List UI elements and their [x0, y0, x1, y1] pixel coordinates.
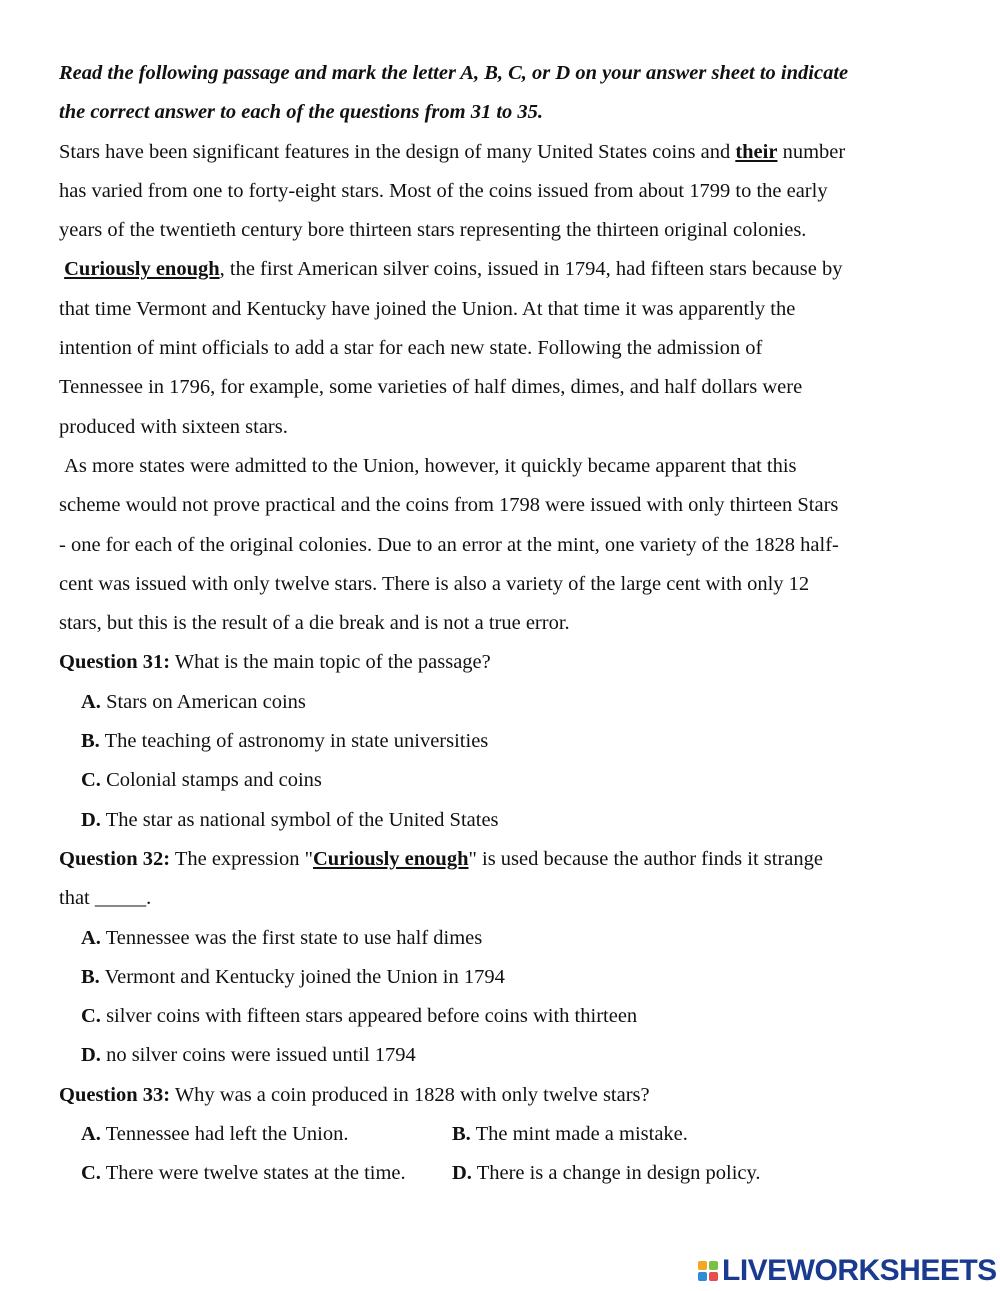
option-letter: A. — [81, 690, 101, 713]
passage-text: As more states were admitted to the Union, however, it quickly became apparent that this — [64, 454, 797, 477]
q33-option-c[interactable] — [81, 1162, 406, 1184]
logo-square — [709, 1272, 718, 1281]
logo-square — [698, 1261, 707, 1270]
passage-line-9 — [59, 447, 949, 486]
worksheet-page — [59, 54, 949, 1194]
option-text: The star as national symbol of the United States — [100, 808, 499, 831]
passage-text: number — [777, 140, 846, 163]
q33-option-a[interactable] — [81, 1123, 348, 1145]
question-text: Why was a coin produced in 1828 with only twelve stars? — [170, 1083, 650, 1106]
passage-line-4 — [59, 250, 949, 289]
highlighted-phrase-curiously-enough: Curiously enough — [312, 847, 469, 870]
option-letter: B. — [81, 965, 100, 988]
question-text: " is used because the author finds it strange — [468, 847, 823, 870]
q32-option-a[interactable] — [59, 919, 949, 958]
q33-option-b[interactable] — [452, 1115, 688, 1154]
question-text: The expression " — [170, 847, 313, 870]
option-text: Colonial stamps and coins — [100, 769, 322, 792]
option-letter: C. — [81, 1005, 101, 1028]
passage-line-5: that time Vermont and Kentucky have joined the Union. At that time it was apparently the — [59, 297, 796, 320]
option-text: no silver coins were issued until 1794 — [100, 1044, 416, 1067]
question-label: Question 32: — [59, 847, 171, 870]
question-label: Question 33: — [59, 1083, 171, 1106]
question-label: Question 31: — [59, 651, 171, 674]
option-text: silver coins with fifteen stars appeared before coins with thirteen — [100, 1005, 638, 1028]
option-letter: A. — [81, 926, 101, 949]
passage-line-6: intention of mint officials to add a star for each new state. Following the admission of — [59, 337, 763, 360]
liveworksheets-logo-icon — [698, 1261, 718, 1281]
passage-line-2: has varied from one to forty-eight stars. Most of the coins issued from about 1799 to the early — [59, 179, 828, 202]
question-33 — [59, 1076, 949, 1115]
question-32-line-2: that _____. — [59, 887, 152, 910]
option-text: Stars on American coins — [100, 690, 306, 713]
question-32 — [59, 840, 949, 879]
q31-option-b[interactable] — [59, 722, 949, 761]
logo-text: LIVEWORKSHEETS — [722, 1254, 997, 1287]
passage-text: , the first American silver coins, issued in 1794, had fifteen stars because by — [219, 258, 843, 281]
q31-option-d[interactable] — [59, 801, 949, 840]
option-text: The mint made a mistake. — [470, 1123, 688, 1146]
passage-line-8: produced with sixteen stars. — [59, 415, 288, 438]
option-text: Vermont and Kentucky joined the Union in 1794 — [99, 965, 505, 988]
option-letter: D. — [452, 1162, 472, 1185]
option-letter: C. — [81, 1162, 101, 1185]
option-letter: B. — [452, 1123, 471, 1146]
q33-option-d[interactable] — [452, 1154, 761, 1193]
highlighted-word-their: their — [735, 140, 778, 163]
passage-line-7: Tennessee in 1796, for example, some varieties of half dimes, dimes, and half dollars were — [59, 376, 803, 399]
option-letter: C. — [81, 769, 101, 792]
logo-square — [709, 1261, 718, 1270]
passage-line-10: scheme would not prove practical and the coins from 1798 were issued with only thirteen Stars — [59, 494, 839, 517]
highlighted-phrase-curiously-enough: Curiously enough — [64, 258, 220, 281]
instruction-line-1: Read the following passage and mark the letter A, B, C, or D on your answer sheet to indicate — [59, 62, 849, 84]
passage-line-1 — [59, 133, 949, 172]
option-text: Tennessee had left the Union. — [100, 1123, 349, 1146]
option-text: There is a change in design policy. — [471, 1162, 761, 1185]
liveworksheets-logo — [698, 1256, 997, 1286]
passage-text: Stars have been significant features in the design of many United States coins and — [59, 140, 736, 163]
option-letter: D. — [81, 1044, 101, 1067]
question-text: What is the main topic of the passage? — [170, 651, 491, 674]
passage-line-11: - one for each of the original colonies. Due to an error at the mint, one variety of the 1828 half- — [59, 533, 839, 556]
q31-option-a[interactable] — [59, 683, 949, 722]
option-letter: A. — [81, 1123, 101, 1146]
logo-square — [698, 1272, 707, 1281]
q33-options-row-2 — [59, 1154, 949, 1193]
instruction-line-2: the correct answer to each of the questions from 31 to 35. — [59, 101, 544, 124]
option-text: Tennessee was the first state to use half dimes — [100, 926, 483, 949]
question-31 — [59, 643, 949, 682]
q33-options-row-1 — [59, 1115, 949, 1154]
option-letter: B. — [81, 730, 100, 753]
passage-line-12: cent was issued with only twelve stars. There is also a variety of the large cent with only 12 — [59, 572, 810, 595]
option-text: The teaching of astronomy in state universities — [99, 730, 489, 753]
passage-line-13: stars, but this is the result of a die break and is not a true error. — [59, 612, 570, 635]
q32-option-d[interactable] — [59, 1036, 949, 1075]
q31-option-c[interactable] — [59, 761, 949, 800]
option-text: There were twelve states at the time. — [100, 1162, 406, 1185]
option-letter: D. — [81, 808, 101, 831]
passage-line-3: years of the twentieth century bore thirteen stars representing the thirteen original colonies. — [59, 219, 807, 242]
q32-option-c[interactable] — [59, 997, 949, 1036]
q32-option-b[interactable] — [59, 958, 949, 997]
